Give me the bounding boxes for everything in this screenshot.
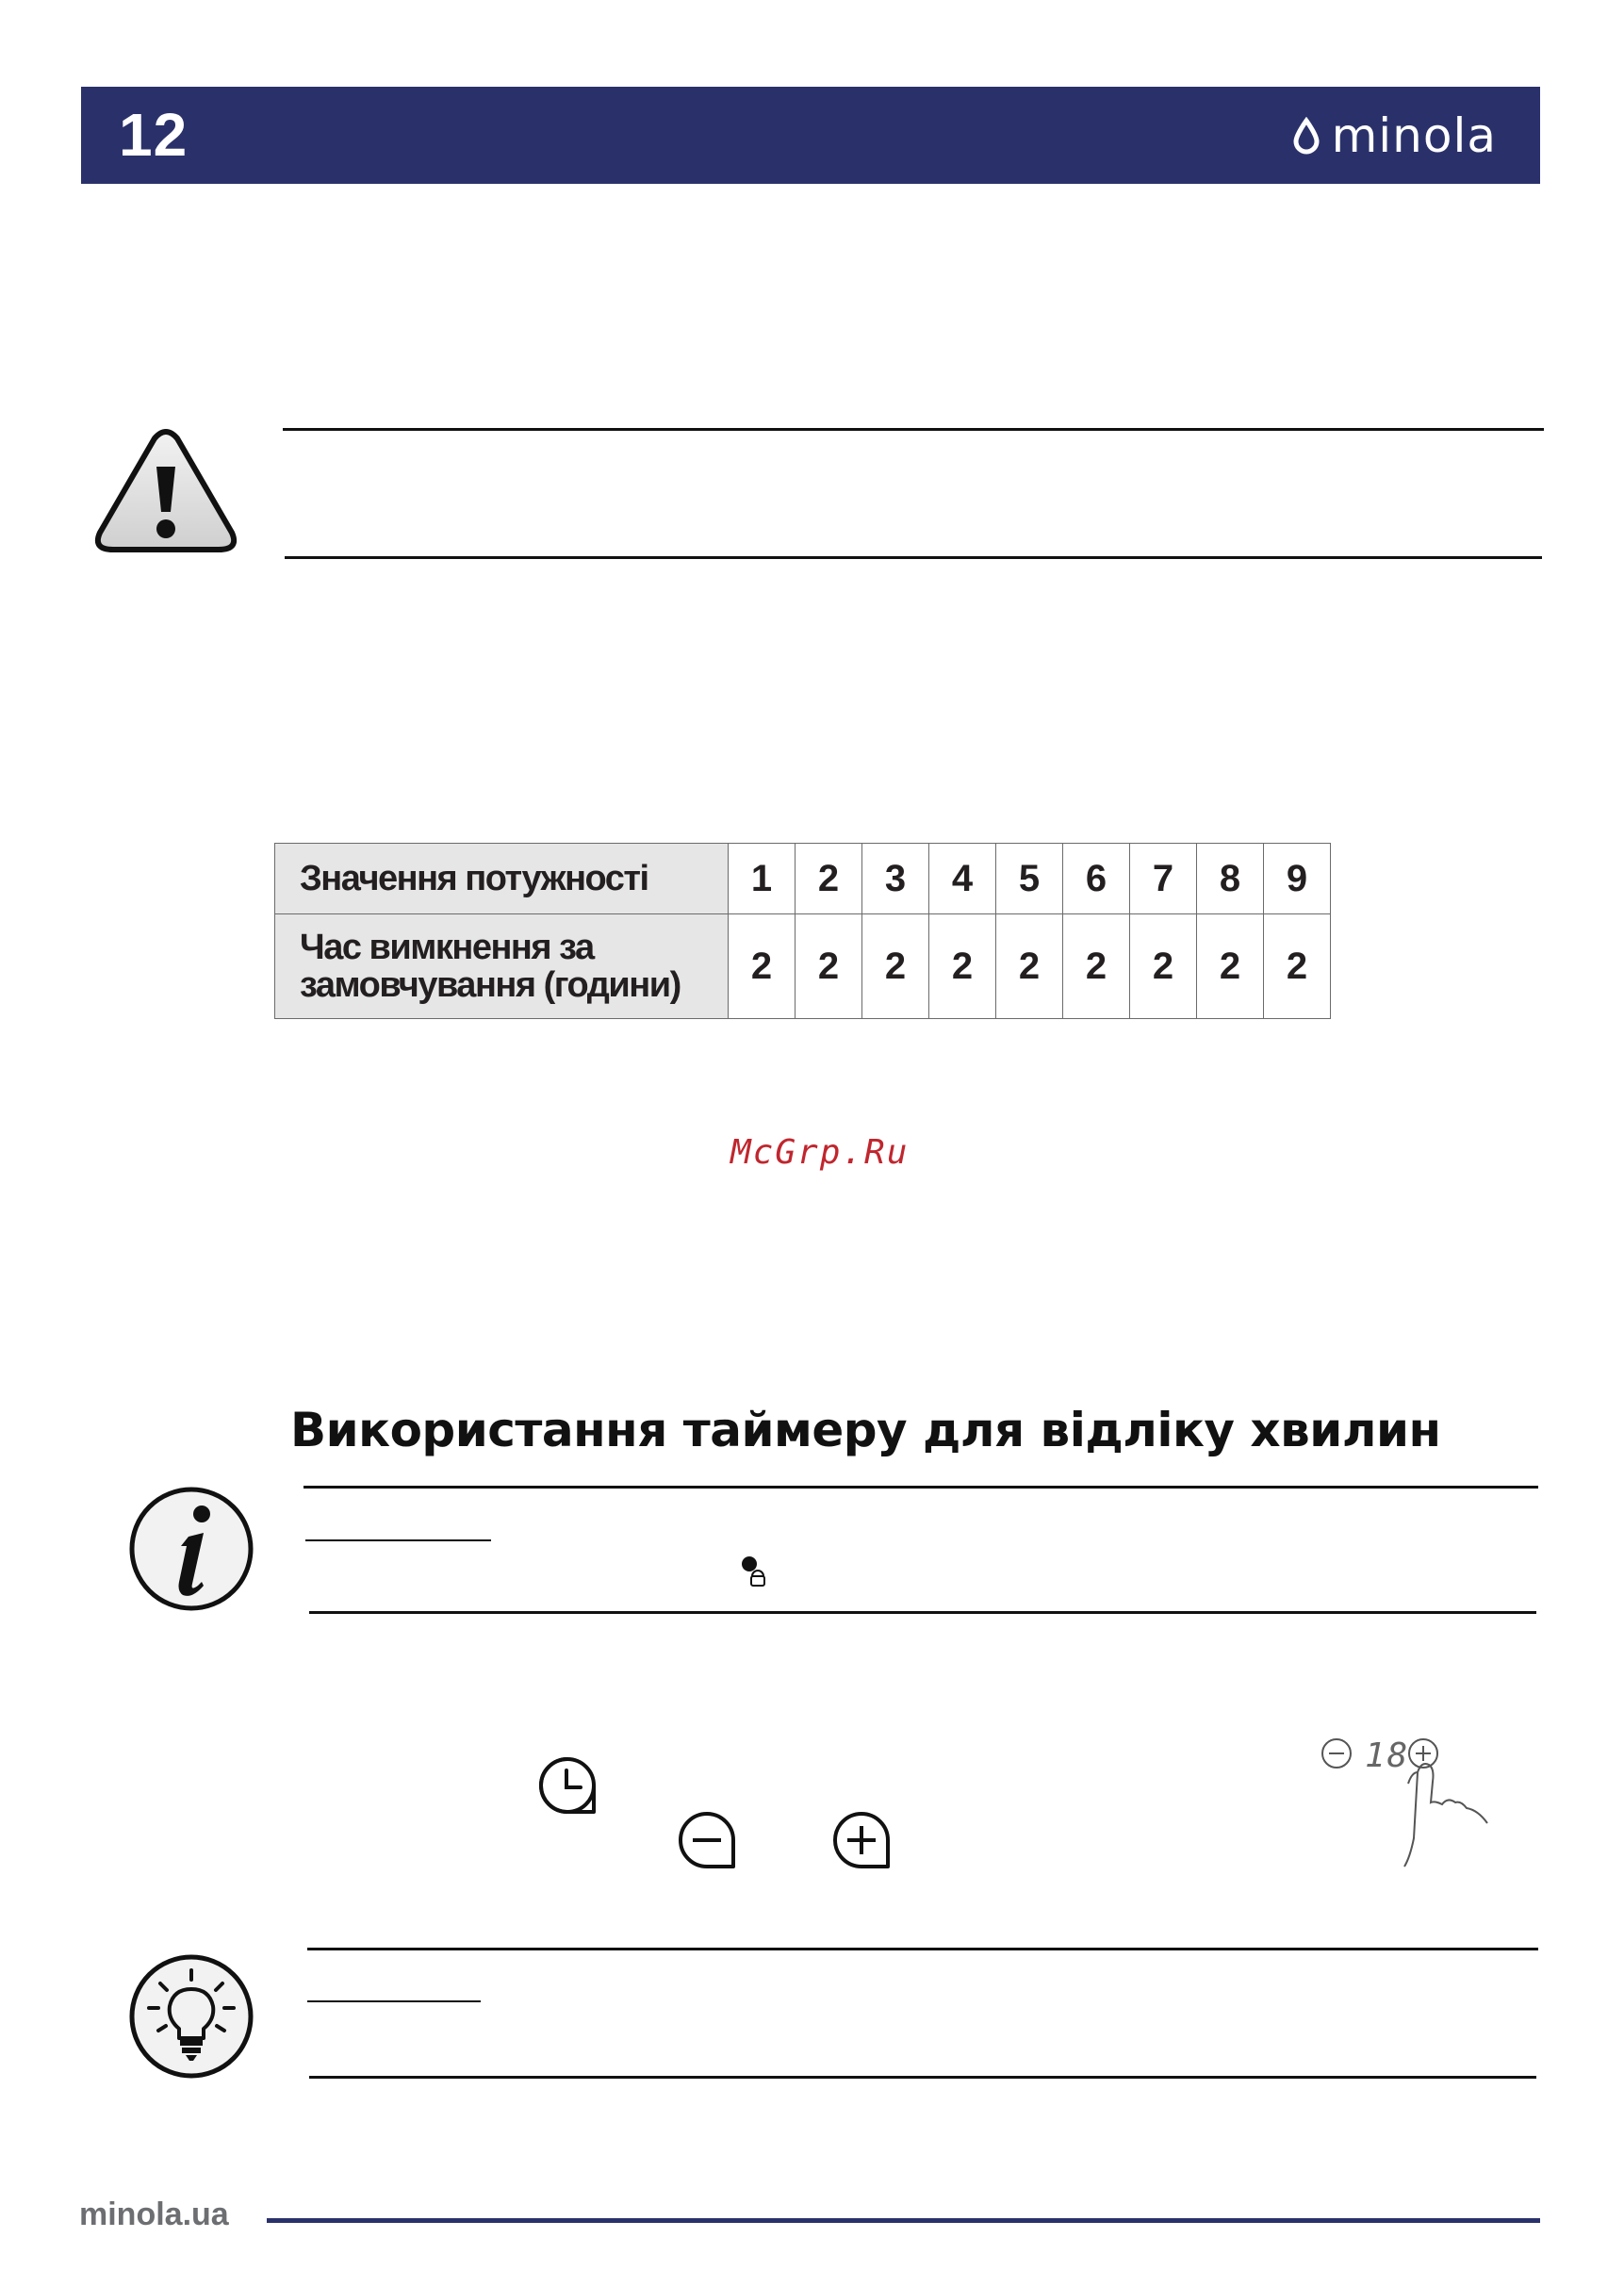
- warning-rule-bottom: [285, 556, 1542, 559]
- hours-cell: 2: [1130, 914, 1197, 1019]
- lightbulb-icon: [126, 1951, 256, 2081]
- info-underline: [305, 1539, 491, 1541]
- level-cell: 2: [796, 844, 862, 914]
- brand-name: minola: [1331, 108, 1497, 163]
- lock-indicator-icon: [739, 1554, 767, 1588]
- footer-line: [267, 2218, 1540, 2223]
- header-bar: [81, 87, 1540, 184]
- hours-cell: 2: [862, 914, 929, 1019]
- table-row-off-hours: [275, 914, 1331, 1019]
- row-label-hours: Час вимкнення за замовчування (години): [275, 914, 729, 1019]
- power-timeout-table: [274, 843, 1331, 1019]
- page-number: 12: [119, 101, 189, 169]
- level-cell: 5: [996, 844, 1063, 914]
- hours-cell: 2: [729, 914, 796, 1019]
- level-cell: 9: [1264, 844, 1331, 914]
- info-rule-top: [303, 1486, 1538, 1489]
- hours-cell: 2: [1063, 914, 1130, 1019]
- hours-cell: 2: [796, 914, 862, 1019]
- level-cell: 6: [1063, 844, 1130, 914]
- level-cell: 4: [929, 844, 996, 914]
- hours-cell: 2: [1264, 914, 1331, 1019]
- footer-site: minola.ua: [79, 2197, 229, 2232]
- warning-rule-top: [283, 428, 1544, 431]
- brand-logo: [1292, 108, 1497, 163]
- info-icon: [126, 1484, 256, 1614]
- display-readout: 18: [1365, 1736, 1410, 1775]
- tip-rule-top: [307, 1948, 1538, 1950]
- info-rule-bottom: [309, 1611, 1536, 1614]
- timer-icon: [537, 1755, 598, 1816]
- level-cell: 3: [862, 844, 929, 914]
- table-row-power-levels: [275, 844, 1331, 914]
- level-cell: 7: [1130, 844, 1197, 914]
- minus-button-icon: [677, 1810, 737, 1870]
- plus-button-icon: [831, 1810, 892, 1870]
- finger-press-illustration: [1318, 1735, 1521, 1885]
- hours-cell: 2: [929, 914, 996, 1019]
- section-heading: Використання таймеру для відліку хвилин: [290, 1403, 1441, 1457]
- row-label-power: Значення потужності: [275, 844, 729, 914]
- warning-triangle-icon: [94, 429, 238, 554]
- hours-cell: 2: [1197, 914, 1264, 1019]
- level-cell: 8: [1197, 844, 1264, 914]
- tip-underline: [307, 2000, 481, 2002]
- hours-cell: 2: [996, 914, 1063, 1019]
- level-cell: 1: [729, 844, 796, 914]
- tip-rule-bottom: [309, 2076, 1536, 2079]
- minola-drop-icon: [1292, 117, 1321, 155]
- watermark: McGrp.Ru: [730, 1133, 910, 1172]
